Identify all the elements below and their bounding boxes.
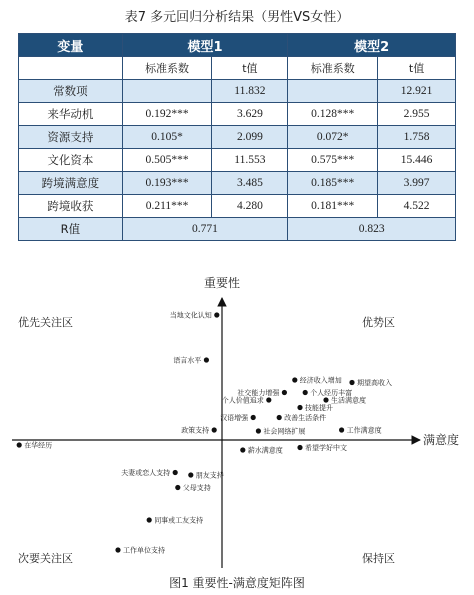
- scatter-point-label: 语言水平: [173, 356, 202, 365]
- cell-r-model2: 0.823: [288, 218, 456, 241]
- scatter-point: [204, 357, 209, 362]
- cell-t1: 11.832: [212, 80, 288, 103]
- scatter-points: [17, 311, 392, 555]
- cell-coef2: 0.181***: [288, 195, 378, 218]
- scatter-point-label: 社会网络扩展: [263, 427, 306, 436]
- cell-t1: 11.553: [212, 149, 288, 172]
- table-row: [19, 126, 456, 149]
- cell-coef1: 0.505***: [122, 149, 212, 172]
- scatter-point: [297, 405, 302, 410]
- subheader-cell: [19, 57, 123, 80]
- scatter-point-label: 工作满意度: [346, 426, 382, 435]
- scatter-point-label: 汉语增强: [220, 414, 249, 422]
- scatter-point: [323, 397, 328, 402]
- scatter-point-label: 薪水满意度: [247, 446, 283, 455]
- row-label: 资源支持: [19, 126, 123, 149]
- scatter-point-label: 在华经历: [24, 441, 53, 450]
- row-label: 常数项: [19, 80, 123, 103]
- scatter-point: [339, 427, 344, 432]
- scatter-point-label: 生活满意度: [331, 396, 366, 405]
- x-axis-label: 满意度: [423, 433, 460, 447]
- subheader-cell: 标准系数: [288, 57, 378, 80]
- scatter-point-label: 夫妻或恋人支持: [121, 469, 171, 477]
- cell-t1: 4.280: [212, 195, 288, 218]
- cell-t1: 3.629: [212, 103, 288, 126]
- cell-coef2: 0.185***: [288, 172, 378, 195]
- scatter-point: [214, 312, 219, 317]
- cell-t2: 3.997: [378, 172, 456, 195]
- table-row: [19, 103, 456, 126]
- row-label: 来华动机: [19, 103, 123, 126]
- scatter-point-label: 父母支持: [182, 484, 211, 492]
- row-label: 文化资本: [19, 149, 123, 172]
- scatter-point: [266, 397, 271, 402]
- cell-t2: 2.955: [378, 103, 456, 126]
- quadrant-bottom-right: 保持区: [362, 552, 395, 565]
- scatter-point: [173, 470, 178, 475]
- scatter-point-label: 个人经历丰富: [310, 389, 353, 397]
- figure-caption: 图1 重要性-满意度矩阵图: [169, 576, 305, 590]
- cell-coef2: 0.072*: [288, 126, 378, 149]
- scatter-point-label: 期望高收入: [357, 379, 392, 387]
- scatter-point-label: 改善生活条件: [284, 414, 327, 422]
- scatter-point-label: 希望学好中文: [305, 444, 347, 452]
- table-row-r: [19, 218, 456, 241]
- header-variable: 变量: [19, 34, 123, 57]
- cell-coef1: 0.105*: [122, 126, 212, 149]
- cell-coef1: [122, 80, 212, 103]
- quadrant-top-left: 优先关注区: [18, 316, 73, 329]
- scatter-point: [256, 428, 261, 433]
- quadrant-top-right: 优势区: [362, 316, 395, 329]
- cell-coef1: 0.211***: [122, 195, 212, 218]
- scatter-point-label: 政策支持: [181, 426, 210, 435]
- scatter-point: [251, 415, 256, 420]
- scatter-point-label: 工作单位支持: [123, 546, 165, 555]
- cell-coef1: 0.192***: [122, 103, 212, 126]
- table-row: [19, 195, 456, 218]
- header-model2: 模型2: [288, 34, 456, 57]
- subheader-cell: t值: [212, 57, 288, 80]
- row-label: 跨境满意度: [19, 172, 123, 195]
- scatter-point-label: 社交能力增强: [237, 389, 280, 397]
- scatter-point-label: 经济收入增加: [299, 376, 342, 385]
- y-axis-label: 重要性: [203, 276, 241, 290]
- scatter-point: [349, 380, 354, 385]
- subheader-cell: t值: [378, 57, 456, 80]
- subheader-cell: 标准系数: [122, 57, 212, 80]
- table-row: [19, 80, 456, 103]
- table-row: [19, 149, 456, 172]
- table-row: [19, 172, 456, 195]
- scatter-point: [240, 447, 245, 452]
- cell-t1: 2.099: [212, 126, 288, 149]
- cell-coef2: 0.128***: [288, 103, 378, 126]
- scatter-point-label: 技能提升: [305, 404, 333, 412]
- scatter-point-label: 同事或工友支持: [154, 516, 204, 525]
- cell-t2: 4.522: [378, 195, 456, 218]
- table-title: 表7 多元回归分析结果（男性VS女性）: [124, 10, 350, 25]
- scatter-point: [282, 390, 287, 395]
- scatter-point: [115, 547, 120, 552]
- cell-t2: 1.758: [378, 126, 456, 149]
- scatter-point: [188, 472, 193, 477]
- scatter-point: [303, 390, 308, 395]
- scatter-point: [147, 517, 152, 522]
- cell-t2: 12.921: [378, 80, 456, 103]
- cell-coef2: 0.575***: [288, 149, 378, 172]
- scatter-point: [292, 377, 297, 382]
- scatter-point-label: 当地文化认知: [169, 311, 212, 320]
- scatter-point: [17, 442, 22, 447]
- cell-coef2: [288, 80, 378, 103]
- scatter-point: [175, 485, 180, 490]
- scatter-point: [277, 415, 282, 420]
- cell-t2: 15.446: [378, 149, 456, 172]
- regression-table: [18, 33, 456, 241]
- header-model1: 模型1: [122, 34, 288, 57]
- row-label: R值: [19, 218, 123, 241]
- cell-t1: 3.485: [212, 172, 288, 195]
- cell-coef1: 0.193***: [122, 172, 212, 195]
- scatter-point-label: 个人价值追求: [221, 396, 264, 405]
- row-label: 跨境收获: [19, 195, 123, 218]
- quadrant-bottom-left: 次要关注区: [18, 552, 73, 565]
- scatter-point: [297, 445, 302, 450]
- cell-r-model1: 0.771: [122, 218, 288, 241]
- scatter-point-label: 朋友支持: [195, 471, 224, 480]
- importance-satisfaction-matrix: [0, 270, 474, 570]
- scatter-point: [212, 427, 217, 432]
